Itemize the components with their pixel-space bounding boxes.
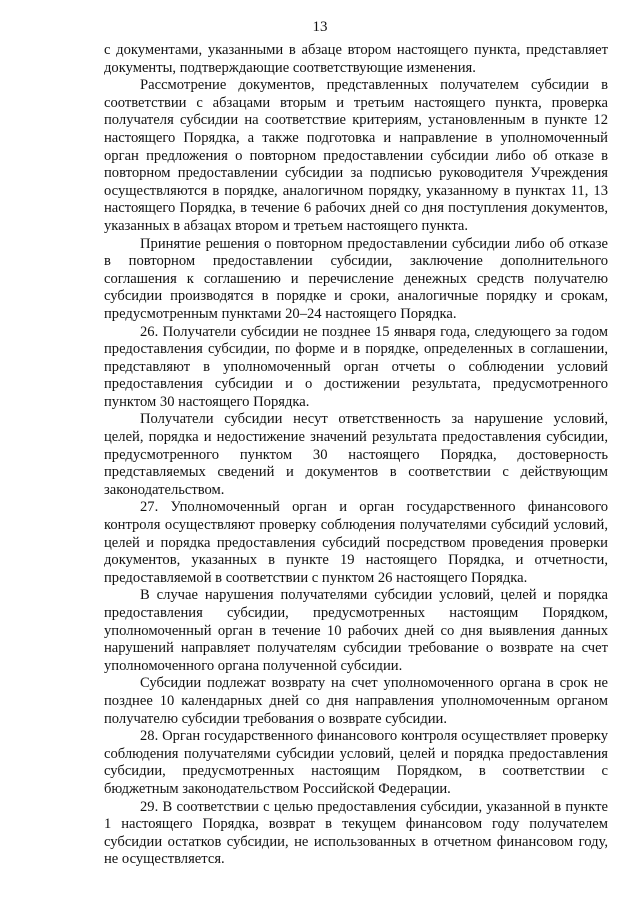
paragraph-clause-28: 28. Орган государственного финансового контроля осуществляет проверку соблюдения получателями субсидии условий, целей и порядка предоставления субсидии, предусмотренных настоящим Порядком, в соответствии с бюджетным законодательством Российской Федерации. [104,728,608,797]
paragraph-clause-27: 27. Уполномоченный орган и орган государственного финансового контроля осуществляют проверку соблюдения получателями субсидий условий, целей и порядка предоставления субсидий посредством проведения проверки документов, указанных в пункте 19 настоящего Порядка, и отчетности, предоставляемой в соответствии с пунктом 26 настоящего Порядка. [104,499,608,586]
document-body [104,42,608,869]
paragraph-clause-29: 29. В соответствии с целью предоставления субсидии, указанной в пункте 1 настоящего Порядка, возврат в текущем финансовом году получателем субсидии остатков субсидии, не использованных в отчетном финансовом году, не осуществляется. [104,798,608,868]
paragraph-repeat-decision: Принятие решения о повторном предоставлении субсидии либо об отказе в повторном предоставлении субсидии, заключение дополнительного соглашения к соглашению и перечисление денежных средств получателю субсидии производятся в порядке и сроки, аналогичные порядку и срокам, предусмотренным пунктами 20–24 настоящего Порядка. [104,235,608,322]
paragraph-refund-term: Субсидии подлежат возврату на счет уполномоченного органа в срок не позднее 10 календарных дней со дня направления уполномоченным органом получателю субсидии требования о возврате субсидии. [104,675,608,727]
paragraph-document-review: Рассмотрение документов, представленных получателем субсидии в соответствии с абзацами вторым и третьим настоящего пункта, проверка получателя субсидии на соответствие критериям, установленным в пункте 12 настоящего Порядка, а также подготовка и направление в уполномоченный орган предложения о повторном предоставлении субсидии либо об отказе в повторном предоставлении субсидии за подписью руководителя Учреждения осуществляются в порядке, аналогичном порядку, указанному в пунктах 11, 13 настоящего Порядка, в течение 6 рабочих дней со дня поступления документов, указанных в абзацах втором и третьем настоящего пункта. [104,77,608,234]
paragraph-clause-26: 26. Получатели субсидии не позднее 15 января года, следующего за годом предоставления субсидии, по форме и в порядке, определенных в соглашении, представляют в уполномоченный орган отчеты о соблюдении условий предоставления субсидии и о достижении результата, предусмотренного пунктом 30 настоящего Порядка. [104,323,608,410]
paragraph-continuation: с документами, указанными в абзаце втором настоящего пункта, представляет документы, подтверждающие соответствующие изменения. [104,42,608,76]
paragraph-responsibility: Получатели субсидии несут ответственность за нарушение условий, целей, порядка и недостижение значений результата предоставления субсидии, предусмотренного пунктом 30 настоящего Порядка, достоверность представляемых сведений и документов в соответствии с действующим законодательством. [104,411,608,498]
page-number: 13 [312,19,328,35]
paragraph-violation: В случае нарушения получателями субсидии условий, целей и порядка предоставления субсидии, предусмотренных настоящим Порядком, уполномоченный орган в течение 10 рабочих дней со дня выявления данных нарушений направляет получателям субсидии требование о возврате на счет уполномоченного органа полученной субсидии. [104,587,608,674]
